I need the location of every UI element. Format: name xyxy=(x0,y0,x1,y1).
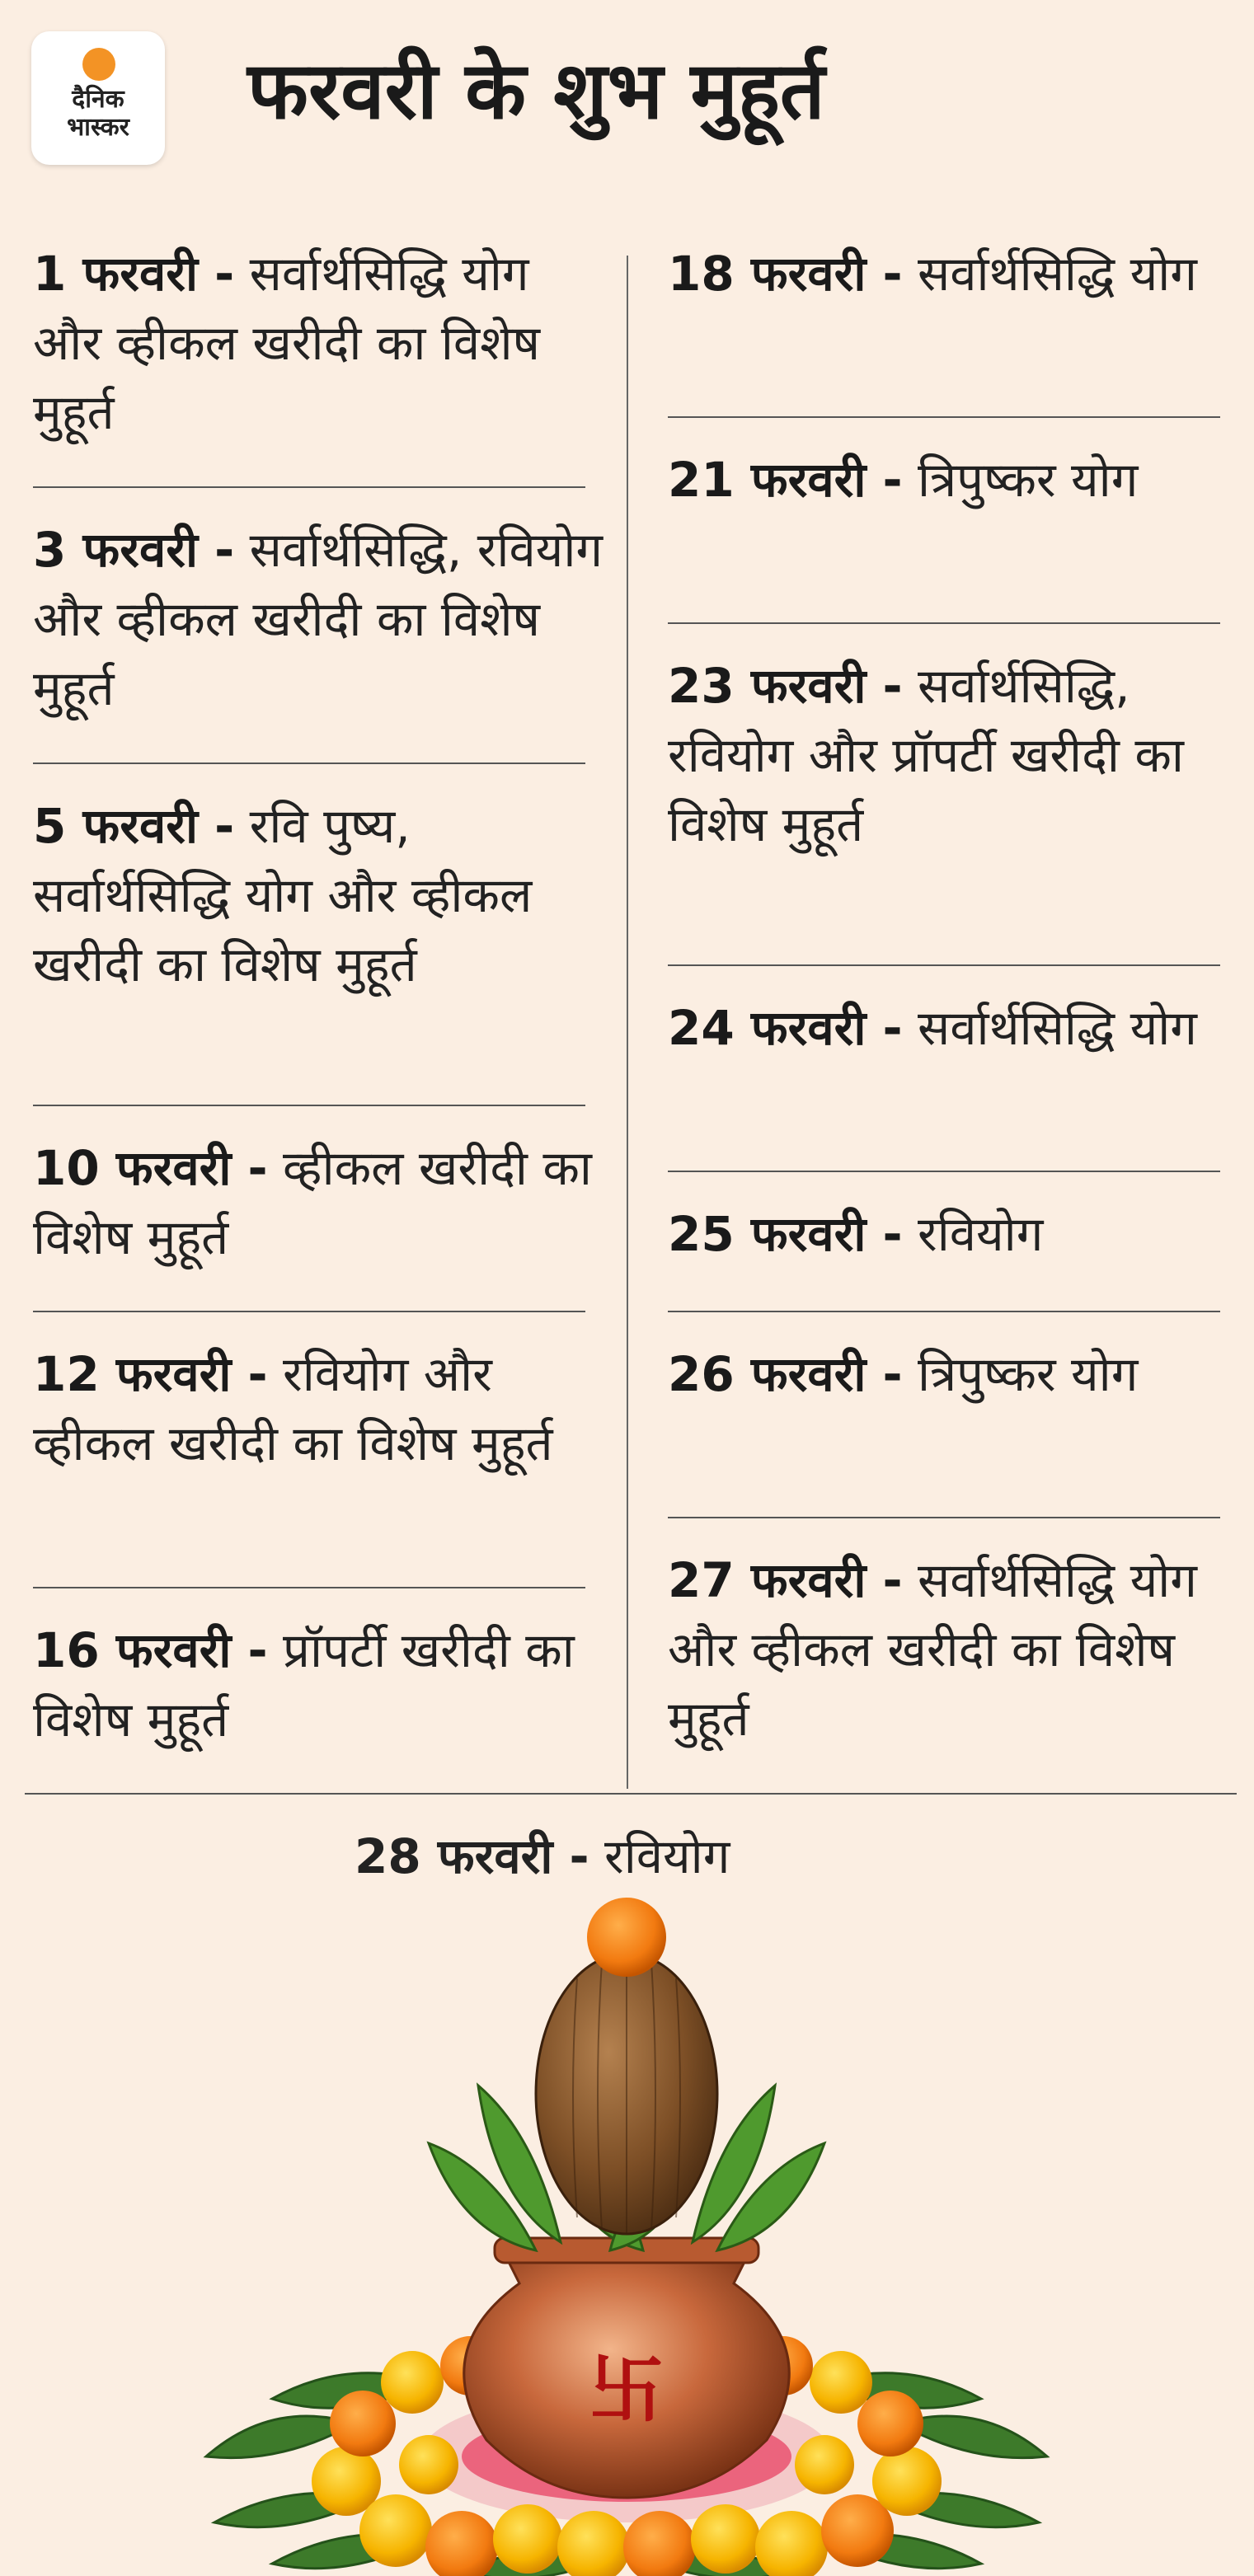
list-item xyxy=(33,1340,610,1478)
list-item xyxy=(668,1546,1237,1753)
column-divider xyxy=(627,256,628,1789)
logo-text xyxy=(31,86,165,142)
list-item xyxy=(668,445,1237,514)
list-item xyxy=(668,1340,1237,1409)
entry-date: 12 फरवरी - xyxy=(33,1346,268,1402)
list-item xyxy=(33,1133,610,1272)
entry-date: 1 फरवरी - xyxy=(33,246,235,302)
divider xyxy=(668,1311,1220,1312)
list-item xyxy=(668,1199,1237,1269)
divider xyxy=(33,1311,585,1312)
logo-sun-icon xyxy=(82,48,115,81)
entry-text: सर्वार्थसिद्धि योग xyxy=(902,1000,1197,1056)
entry-text: रवियोग xyxy=(589,1828,730,1884)
divider xyxy=(33,1105,585,1106)
entry-date: 5 फरवरी - xyxy=(33,798,235,854)
entry-date: 21 फरवरी - xyxy=(668,452,903,508)
list-item xyxy=(33,515,610,723)
entry-date: 26 फरवरी - xyxy=(668,1346,903,1402)
entry-text: सर्वार्थसिद्धि, रवियोग और प्रॉपर्टी खरीदी का विशेष मुहूर्त xyxy=(668,658,1184,852)
entry-text: त्रिपुष्कर योग xyxy=(902,452,1139,508)
entry-text: सर्वार्थसिद्धि योग और व्हीकल खरीदी का विशेष मुहूर्त xyxy=(33,246,541,440)
brand-logo xyxy=(31,31,165,165)
entry-text: रवियोग xyxy=(902,1206,1044,1262)
list-item xyxy=(33,791,610,999)
kalash-pot xyxy=(464,2238,789,2498)
entry-text: सर्वार्थसिद्धि योग और व्हीकल खरीदी का विशेष मुहूर्त xyxy=(668,1552,1197,1747)
divider xyxy=(33,762,585,764)
entry-date: 3 फरवरी - xyxy=(33,522,235,578)
header xyxy=(0,0,1254,190)
entry-date: 28 फरवरी - xyxy=(355,1828,589,1884)
divider xyxy=(668,622,1220,624)
list-item xyxy=(668,239,1237,308)
logo-line-1: दैनिक xyxy=(72,85,124,114)
list-item xyxy=(33,239,610,447)
entry-text: रवि पुष्य, सर्वार्थसिद्धि योग और व्हीकल खरीदी का विशेष मुहूर्त xyxy=(33,798,533,992)
entry-date: 24 फरवरी - xyxy=(668,1000,903,1056)
entry-text: रवियोग और व्हीकल खरीदी का विशेष मुहूर्त xyxy=(33,1346,553,1471)
entry-date: 23 फरवरी - xyxy=(668,658,903,714)
entry-text: प्रॉपर्टी खरीदी का विशेष मुहूर्त xyxy=(33,1622,575,1748)
top-marigold xyxy=(587,1898,666,1977)
list-item xyxy=(668,993,1237,1063)
divider xyxy=(668,416,1220,418)
kalash-illustration xyxy=(0,1888,1254,2576)
entry-text: त्रिपुष्कर योग xyxy=(902,1346,1139,1402)
entry-date: 18 फरवरी - xyxy=(668,246,903,302)
page-title: फरवरी के शुभ मुहूर्त xyxy=(247,45,825,137)
entry-date: 16 फरवरी - xyxy=(33,1622,268,1678)
divider xyxy=(33,1587,585,1588)
entry-date: 27 फरवरी - xyxy=(668,1552,903,1608)
divider xyxy=(668,1517,1220,1518)
list-item xyxy=(33,1616,610,1754)
entry-date: 10 फरवरी - xyxy=(33,1140,268,1196)
entry-text: सर्वार्थसिद्धि योग xyxy=(902,246,1197,302)
divider xyxy=(668,1171,1220,1172)
divider xyxy=(668,964,1220,966)
swastik-icon: 卐 xyxy=(589,2347,664,2433)
entry-text: सर्वार्थसिद्धि, रवियोग और व्हीकल खरीदी का विशेष मुहूर्त xyxy=(33,522,604,716)
divider xyxy=(33,486,585,488)
bottom-divider xyxy=(25,1793,1237,1795)
logo-line-2: भास्कर xyxy=(67,113,129,142)
entry-date: 25 फरवरी - xyxy=(668,1206,903,1262)
list-item xyxy=(355,1822,730,1891)
list-item xyxy=(668,651,1237,859)
entry-text: व्हीकल खरीदी का विशेष मुहूर्त xyxy=(33,1140,592,1265)
